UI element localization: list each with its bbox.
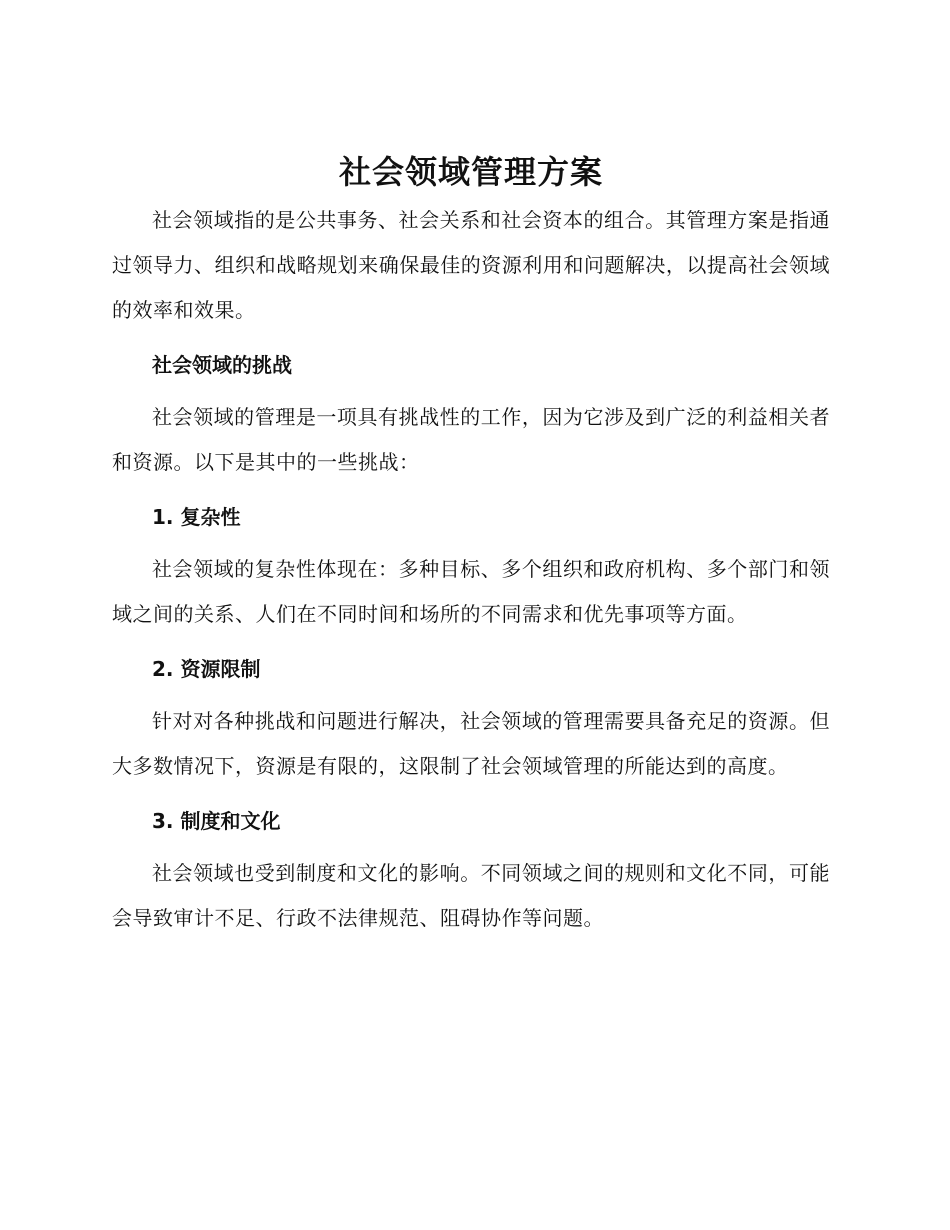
intro-paragraph: 社会领域指的是公共事务、社会关系和社会资本的组合。其管理方案是指通过领导力、组织和战略规划来确保最佳的资源利用和问题解决，以提高社会领域的效率和效果。 — [112, 208, 830, 322]
section-body-institutions-culture: 社会领域也受到制度和文化的影响。不同领域之间的规则和文化不同，可能会导致审计不足、行政不法律规范、阻碍协作等问题。 — [112, 861, 830, 930]
section-heading-resource-limits: 2. 资源限制 — [152, 657, 261, 681]
section-heading-complexity: 1. 复杂性 — [152, 505, 241, 529]
section-body-complexity: 社会领域的复杂性体现在：多种目标、多个组织和政府机构、多个部门和领域之间的关系、人们在不同时间和场所的不同需求和优先事项等方面。 — [112, 557, 830, 626]
challenges-intro-paragraph: 社会领域的管理是一项具有挑战性的工作，因为它涉及到广泛的利益相关者和资源。以下是其中的一些挑战： — [112, 405, 830, 474]
section-body-resource-limits: 针对对各种挑战和问题进行解决，社会领域的管理需要具备充足的资源。但大多数情况下，资源是有限的，这限制了社会领域管理的所能达到的高度。 — [112, 709, 830, 778]
section-heading-institutions-culture: 3. 制度和文化 — [152, 809, 281, 833]
document-title: 社会领域管理方案 — [338, 153, 603, 191]
document-body — [112, 150, 830, 941]
challenges-heading: 社会领域的挑战 — [152, 353, 292, 377]
